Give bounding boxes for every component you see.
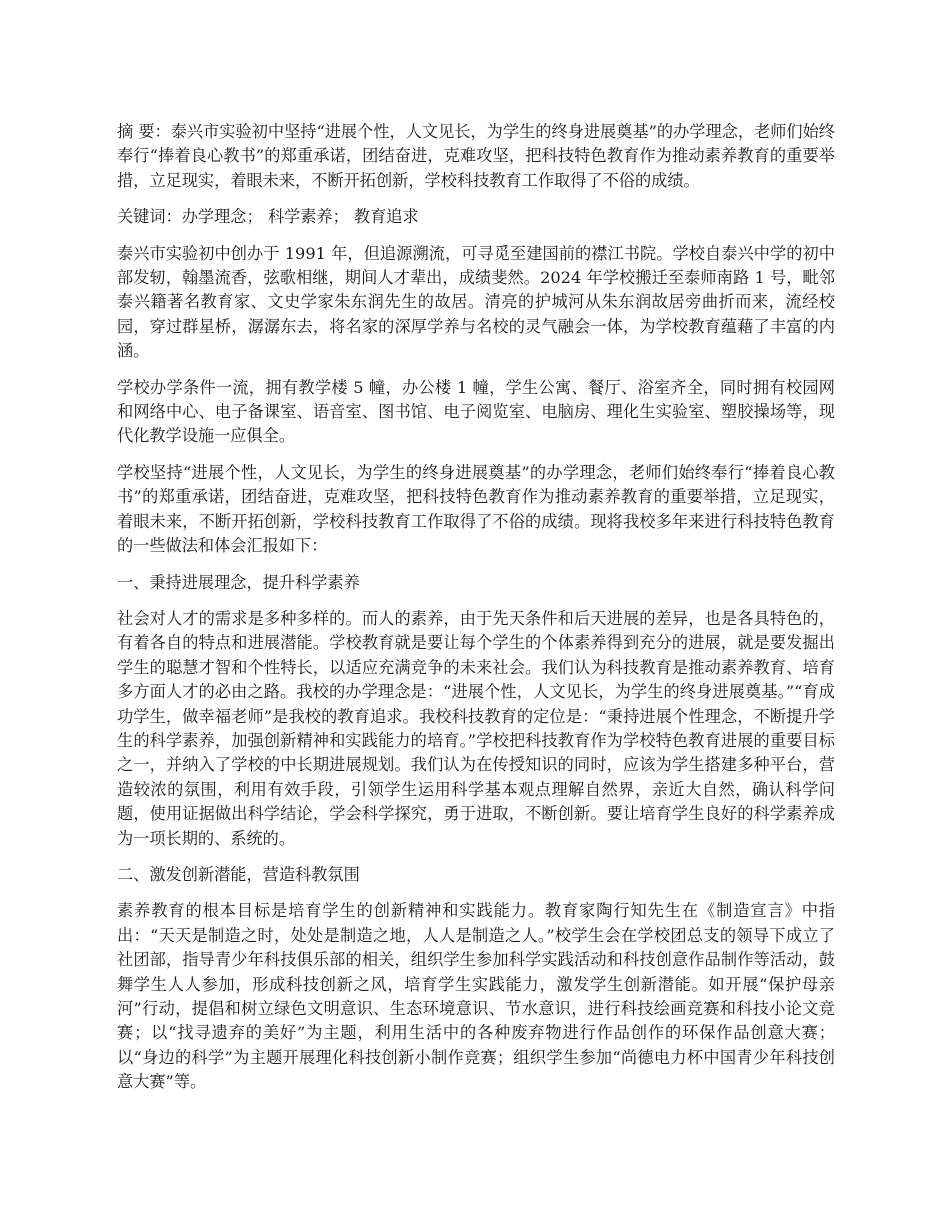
section-2-paragraph: 素养教育的根本目标是培育学生的创新精神和实践能力。教育家陶行知先生在《制造宣言》中指出：“天天是制造之时，处处是制造之地，人人是制造之人。”校学生会在学校团总支的领导下成立了社团部，指导青少年科技俱乐部的相关，组织学生参加科学实践活动和科技创意作品制作等活动，鼓舞学生人人参加，形成科技创新之风，培育学生实践能力，激发学生创新潜能。如开展“保护母亲河”行动，提倡和树立绿色文明意识、生态环境意识、节水意识，进行科技绘画竞赛和科技小论文竞赛；以“找寻遗弃的美好”为主题，利用生活中的各种废弃物进行作品创作的环保作品创意大赛；以“身边的科学”为主题开展理化科技创新小制作竞赛；组织学生参加“尚德电力杯中国青少年科技创意大赛”等。	[117, 901, 835, 1092]
intro-paragraph-facilities: 学校办学条件一流，拥有教学楼 5 幢，办公楼 1 幢，学生公寓、餐厅、浴室齐全，同时拥有校园网和网络中心、电子备课室、语音室、图书馆、电子阅览室、电脑房、理化生实验室、塑胶操场等，现代化教学设施一应俱全。	[117, 377, 835, 446]
abstract-paragraph: 摘 要：泰兴市实验初中坚持“进展个性，人文见长，为学生的终身进展奠基”的办学理念，老师们始终奉行“捧着良心教书”的郑重承诺，团结奋进，克难攻坚，把科技特色教育作为推动素养教育的重要举措，立足现实，着眼未来，不断开拓创新，学校科技教育工作取得了不俗的成绩。	[117, 122, 835, 190]
section-1-paragraph: 社会对人才的需求是多种多样的。而人的素养，由于先天条件和后天进展的差异，也是各具特色的，有着各自的特点和进展潜能。学校教育就是要让每个学生的个体素养得到充分的进展，就是要发掘出学生的聪慧才智和个性特长，以适应充满竞争的未来社会。我们认为科技教育是推动素养教育、培育多方面人才的必由之路。我校的办学理念是：“进展个性，人文见长，为学生的终身进展奠基。”“育成功学生，做幸福老师”是我校的教育追求。我校科技教育的定位是：“秉持进展个性理念，不断提升学生的科学素养，加强创新精神和实践能力的培育。”学校把科技教育作为学校特色教育进展的重要目标之一，并纳入了学校的中长期进展规划。我们认为在传授知识的同时，应该为学生搭建多种平台，营造较浓的氛围，利用有效手段，引领学生运用科学基本观点理解自然界，亲近大自然，确认科学问题，使用证据做出科学结论，学会科学探究，勇于进取，不断创新。要让培育学生良好的科学素养成为一项长期的、系统的。	[117, 608, 835, 848]
section-heading-2: 二、激发创新潜能，营造科教氛围	[117, 864, 360, 884]
keywords-line: 关键词：办学理念； 科学素养； 教育追求	[117, 207, 419, 227]
document-body	[117, 120, 835, 1107]
intro-paragraph-philosophy: 学校坚持“进展个性，人文见长，为学生的终身进展奠基”的办学理念，老师们始终奉行“捧着良心教书”的郑重承诺，团结奋进，克难攻坚，把科技特色教育作为推动素养教育的重要举措，立足现实，着眼未来，不断开拓创新，学校科技教育工作取得了不俗的成绩。现将我校多年来进行科技特色教育的一些做法和体会汇报如下：	[117, 462, 835, 556]
intro-paragraph-history: 泰兴市实验初中创办于 1991 年，但追源溯流，可寻觅至建国前的襟江书院。学校自泰兴中学的初中部发轫，翰墨流香，弦歌相继，期间人才辈出，成绩斐然。2024 年学校搬迁至泰师南路 1 号，毗邻泰兴籍著名教育家、文史学家朱东润先生的故居。清亮的护城河从朱东润故居旁曲折而来，流经校园，穿过群星桥，潺潺东去，将名家的深厚学养与名校的灵气融会一体，为学校教育蕴藉了丰富的内涵。	[117, 243, 835, 361]
section-heading-1: 一、秉持进展理念，提升科学素养	[117, 572, 360, 592]
